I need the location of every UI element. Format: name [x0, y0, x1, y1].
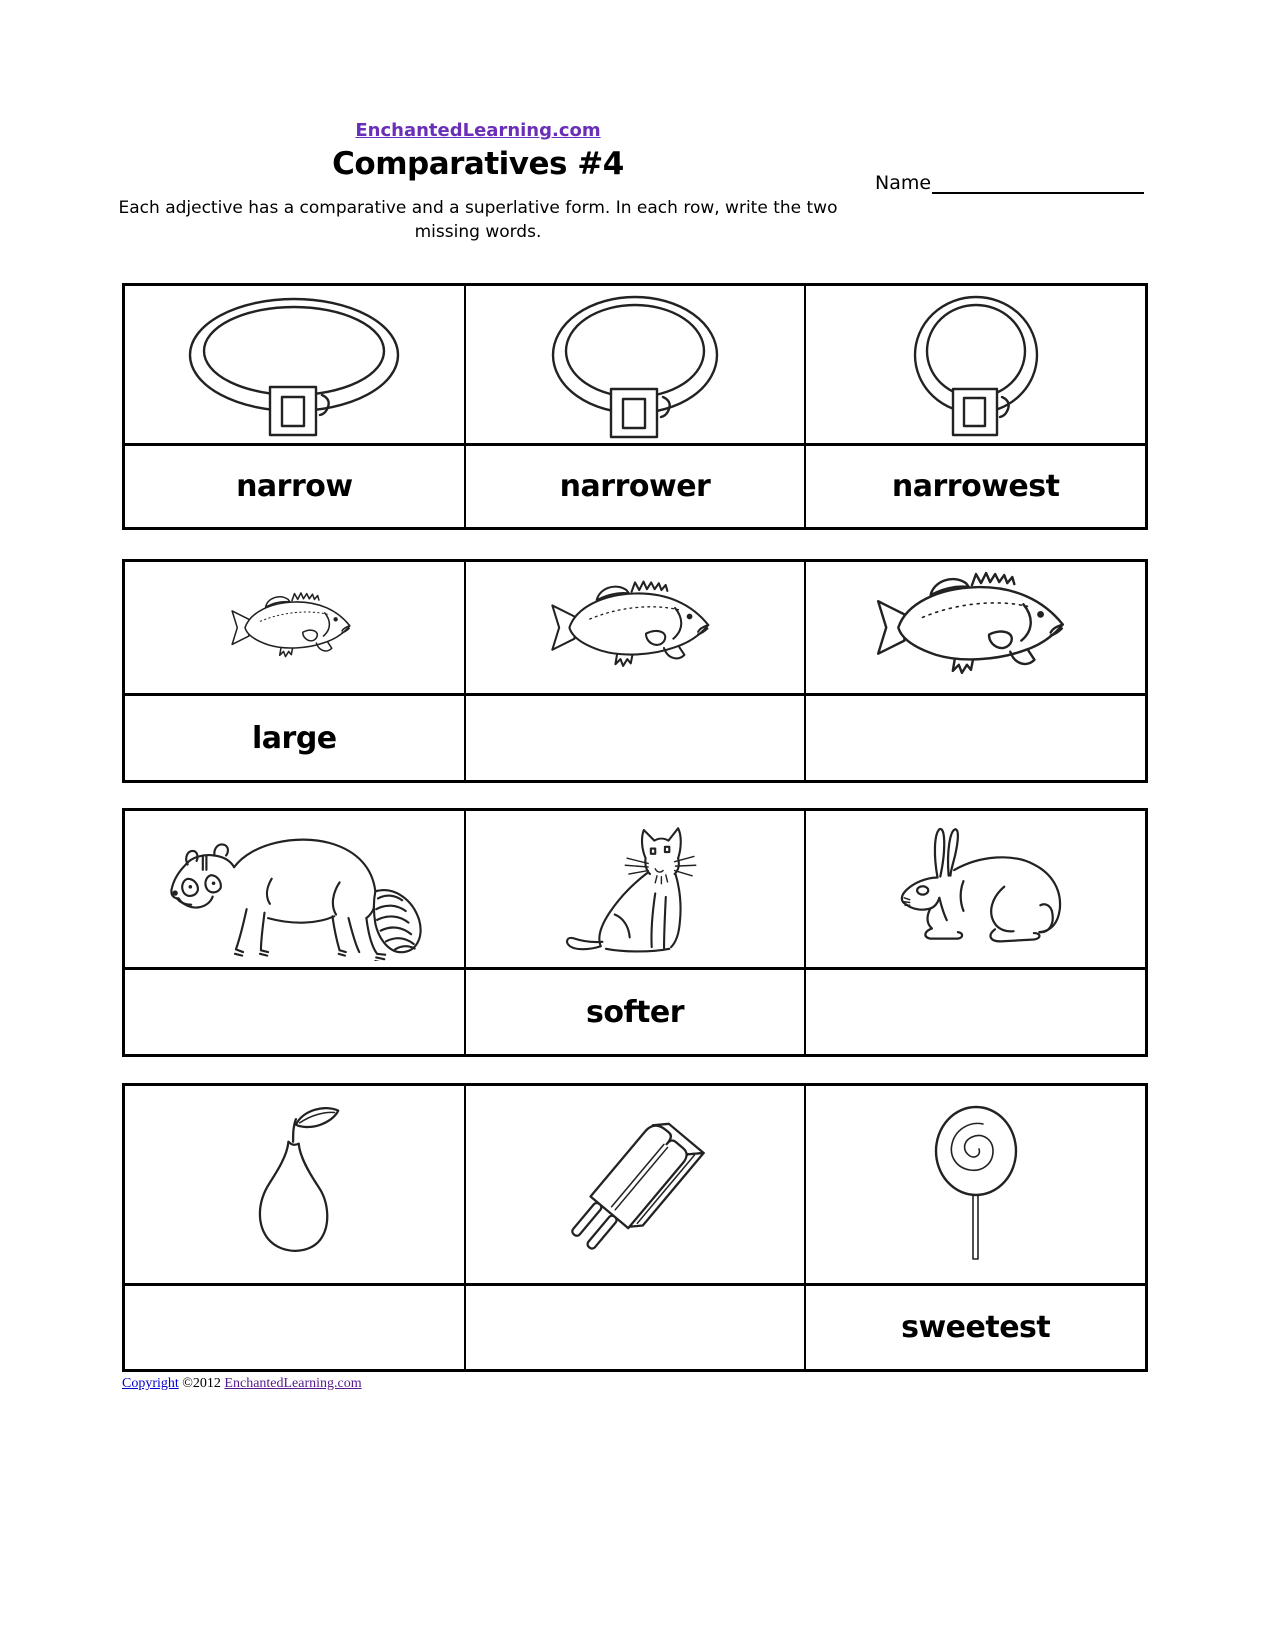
image-cell — [464, 811, 805, 967]
lollipop-icon — [931, 1105, 1021, 1265]
narrowest-collar-icon — [909, 289, 1043, 441]
raccoon-icon — [164, 818, 424, 961]
name-label: Name — [875, 172, 932, 194]
twin-popsicle-icon — [559, 1114, 711, 1256]
narrower-collar-icon — [546, 289, 724, 441]
image-cell — [464, 562, 805, 693]
word-cell — [125, 446, 464, 527]
word-cell — [464, 696, 805, 780]
answer-word: narrow — [236, 469, 353, 504]
word-cell — [804, 1286, 1145, 1369]
name-blank-line — [932, 174, 1144, 194]
word-cell — [464, 1286, 805, 1369]
image-cell — [125, 1086, 464, 1283]
largest-fish-icon — [870, 570, 1082, 686]
answer-word: sweetest — [901, 1310, 1051, 1345]
table-large — [122, 559, 1148, 783]
table-narrow — [122, 283, 1148, 530]
word-cell — [125, 970, 464, 1054]
cat-icon — [560, 823, 710, 955]
image-cell — [804, 811, 1145, 967]
answer-word: narrower — [559, 469, 711, 504]
word-cell — [804, 696, 1145, 780]
image-cell — [125, 562, 464, 693]
footer-site-link[interactable]: EnchantedLearning.com — [224, 1376, 362, 1391]
copyright-link[interactable]: Copyright — [122, 1376, 179, 1391]
table-sweet — [122, 1083, 1148, 1372]
page-title: Comparatives #4 — [332, 146, 624, 182]
image-cell — [464, 286, 805, 443]
table-soft — [122, 808, 1148, 1057]
answer-word: narrowest — [891, 469, 1060, 504]
pear-icon — [231, 1102, 358, 1267]
word-cell — [804, 970, 1145, 1054]
image-cell — [125, 811, 464, 967]
image-cell — [804, 286, 1145, 443]
word-cell — [125, 696, 464, 780]
larger-fish-icon — [545, 579, 725, 677]
image-cell — [125, 286, 464, 443]
instructions-line1: Each adjective has a comparative and a superlative form. In each row, write the two — [118, 198, 838, 218]
answer-word: large — [252, 720, 337, 756]
word-cell — [804, 446, 1145, 527]
instructions-line2: missing words. — [414, 222, 542, 242]
copyright-year: ©2012 — [182, 1376, 221, 1391]
word-cell — [464, 446, 805, 527]
image-cell — [804, 562, 1145, 693]
answer-word: softer — [586, 994, 685, 1030]
image-cell — [804, 1086, 1145, 1283]
word-cell — [464, 970, 805, 1054]
site-header-link[interactable]: EnchantedLearning.com — [355, 120, 601, 141]
image-cell — [464, 1086, 805, 1283]
footer — [122, 1376, 362, 1392]
rabbit-icon — [878, 820, 1073, 959]
name-field — [875, 172, 1144, 194]
word-cell — [125, 1286, 464, 1369]
small-fish-icon — [227, 591, 362, 665]
wide-collar-icon — [182, 291, 407, 439]
